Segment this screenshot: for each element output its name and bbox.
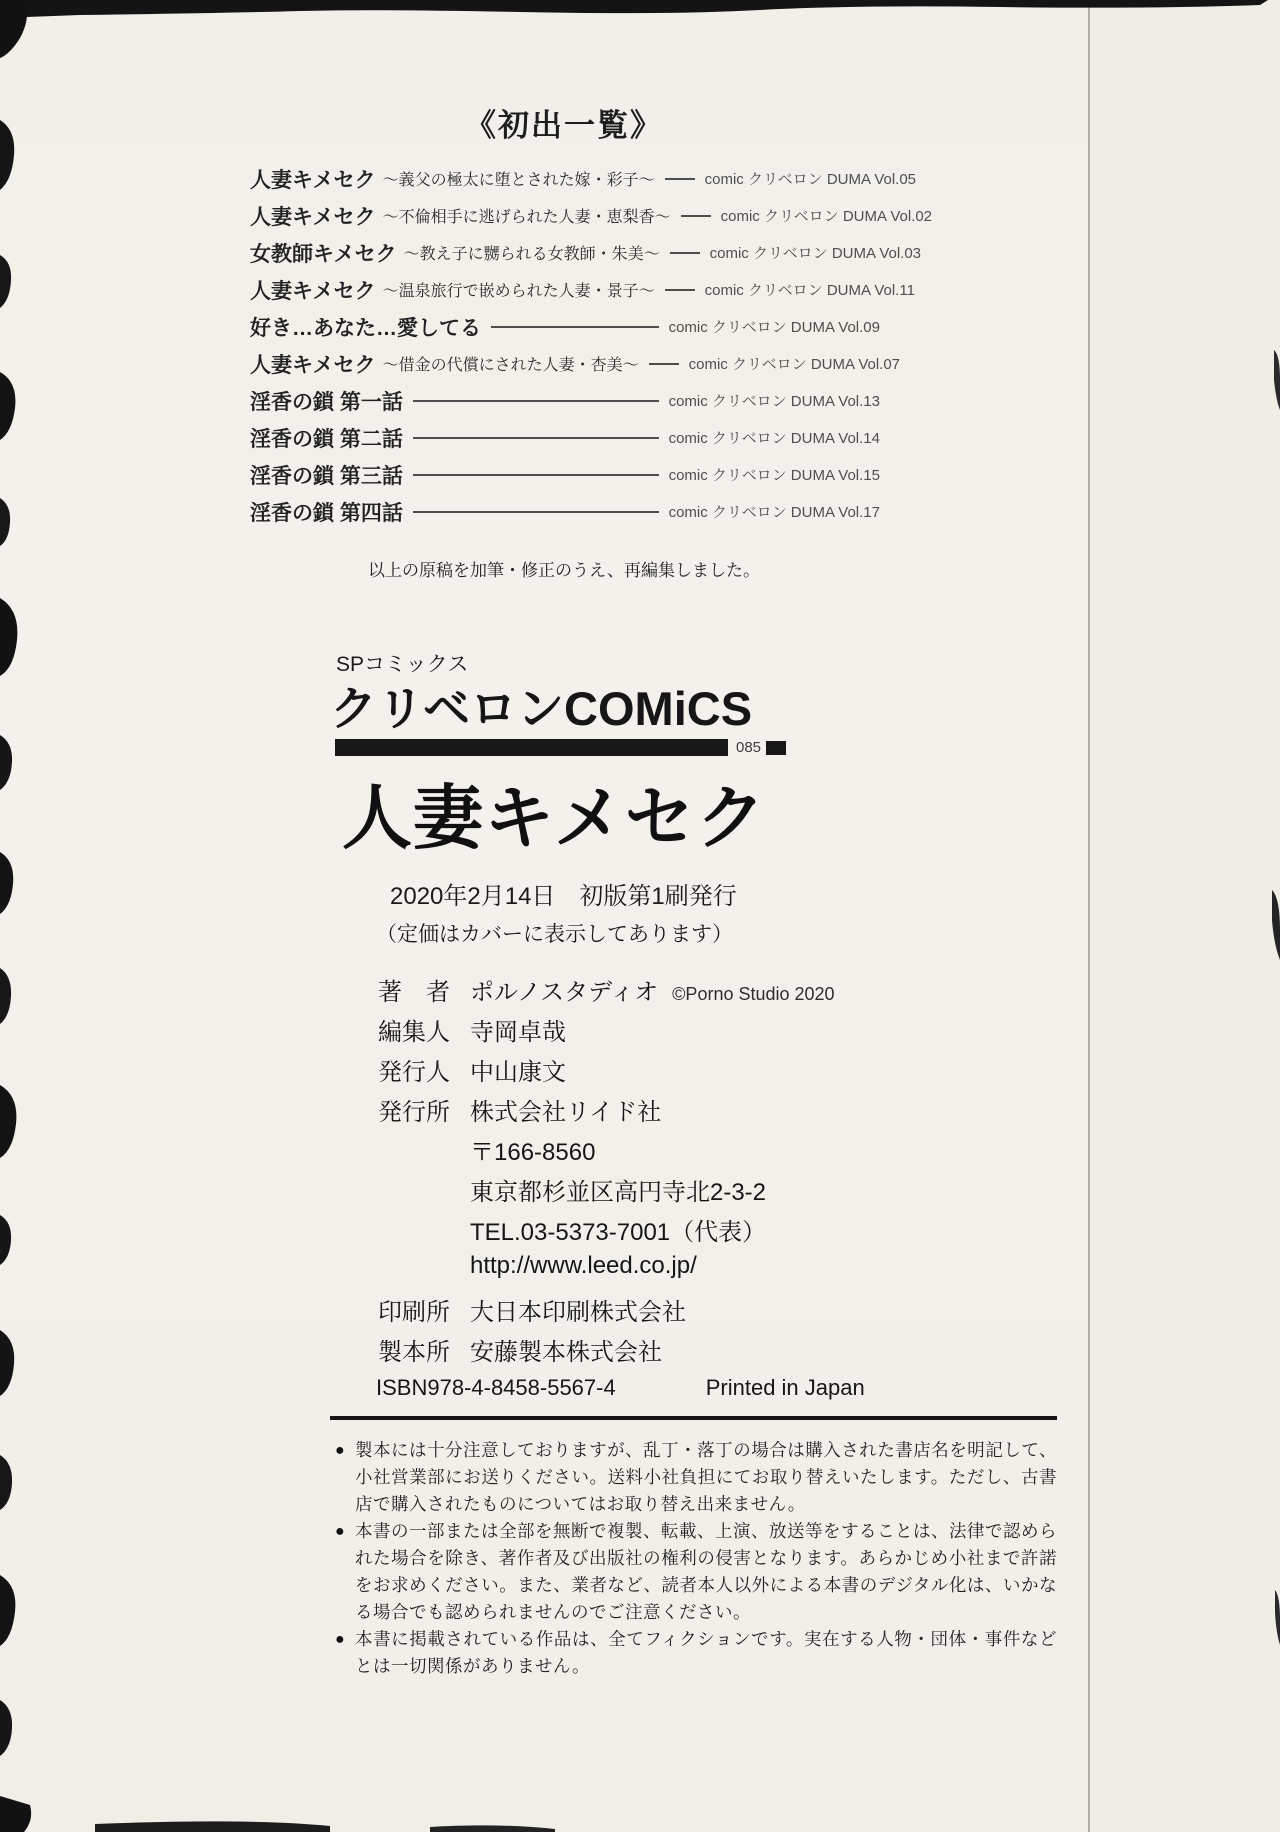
list-item <box>250 197 933 234</box>
bullet-icon: ● <box>335 1523 345 1540</box>
credit-value: ポルノスタディオ <box>470 979 659 1006</box>
notice-defect-returns <box>335 1437 1057 1518</box>
print-date: 2020年2月14日 初版第1刷発行 <box>390 883 737 910</box>
list-item <box>250 456 880 493</box>
list-item <box>250 234 922 271</box>
work-source: comic クリベロン DUMA Vol.11 <box>704 282 915 299</box>
notice-fiction-disclaimer <box>335 1626 1057 1680</box>
work-source: comic クリベロン DUMA Vol.17 <box>668 504 880 521</box>
bullet-icon: ● <box>335 1442 345 1459</box>
leader-line <box>665 289 695 291</box>
credit-value: 大日本印刷株式会社 <box>470 1299 686 1326</box>
credit-value: 株式会社リイド社 <box>470 1099 662 1126</box>
credit-row-printer <box>378 1292 1038 1332</box>
work-subtitle: ～温泉旅行で嵌められた人妻・景子～ <box>382 283 655 300</box>
leader-line <box>413 474 659 476</box>
printed-in-japan: Printed in Japan <box>705 1375 865 1400</box>
website-url: http://www.leed.co.jp/ <box>470 1252 697 1279</box>
isbn-row <box>376 1375 1056 1401</box>
credit-label: 発行所 <box>378 1099 450 1126</box>
list-item <box>250 493 880 530</box>
credit-row-postal-code <box>378 1132 1038 1172</box>
credit-row-publisher-person <box>378 1052 1038 1092</box>
work-title: 女教師キメセク <box>250 242 397 266</box>
imprint-logo: クリベロンCOMiCS <box>330 682 753 735</box>
scan-gutter-line <box>1088 0 1090 1832</box>
work-title: 人妻キメセク <box>250 353 376 377</box>
work-source: comic クリベロン DUMA Vol.07 <box>688 356 901 373</box>
leader-line <box>649 363 679 365</box>
work-title: 人妻キメセク <box>250 168 376 192</box>
leader-line <box>681 215 711 217</box>
list-item <box>250 271 915 308</box>
credit-value: 寺岡卓哉 <box>470 1019 566 1046</box>
list-item <box>250 382 880 419</box>
leader-line <box>413 437 659 439</box>
leader-line <box>665 178 695 180</box>
credit-value: 中山康文 <box>470 1059 566 1086</box>
work-source: comic クリベロン DUMA Vol.05 <box>704 171 917 188</box>
work-title: 人妻キメセク <box>250 205 376 229</box>
credit-row-author <box>378 972 1038 1012</box>
credit-value: 〒166-8560 <box>470 1139 596 1166</box>
credit-row-address <box>378 1172 1038 1212</box>
credit-label: 著 者 <box>378 979 450 1006</box>
copyright-notice: ©Porno Studio 2020 <box>672 984 835 1004</box>
work-source: comic クリベロン DUMA Vol.03 <box>709 245 922 262</box>
work-source: comic クリベロン DUMA Vol.09 <box>668 319 880 336</box>
series-label: SPコミックス <box>336 653 469 676</box>
notice-text: 本書に掲載されている作品は、全てフィクションです。実在する人物・団体・事件などとは一切関係がありません。 <box>355 1629 1057 1676</box>
notice-text: 製本には十分注意しておりますが、乱丁・落丁の場合は購入された書店名を明記して、小社営業部にお送りください。送料小社負担にてお取り替えいたします。ただし、古書店で購入されたものについてはお取り替え出来ません。 <box>355 1440 1057 1514</box>
list-item <box>250 160 917 197</box>
leader-line <box>670 252 700 254</box>
credit-row-website <box>378 1252 1038 1292</box>
work-title: 淫香の鎖 第一話 <box>250 390 403 414</box>
work-title: 人妻キメセク <box>250 279 376 303</box>
work-subtitle: ～借金の代償にされた人妻・杏美～ <box>382 357 639 374</box>
notice-copyright <box>335 1518 1057 1626</box>
work-subtitle: ～義父の極太に堕とされた嫁・彩子～ <box>382 172 655 189</box>
credit-row-editor <box>378 1012 1038 1052</box>
revision-note: 以上の原稿を加筆・修正のうえ、再編集しました。 <box>367 561 761 580</box>
imprint-number: 085 <box>736 739 762 756</box>
credit-label: 編集人 <box>378 1019 450 1046</box>
leader-line <box>491 326 659 328</box>
scan-right-margin <box>1090 0 1280 1832</box>
credit-label: 発行人 <box>378 1059 450 1086</box>
book-title: 人妻キメセク <box>342 779 767 857</box>
list-item <box>250 345 901 382</box>
credit-label: 印刷所 <box>378 1299 450 1326</box>
divider-rule <box>330 1416 1057 1420</box>
credit-row-telephone <box>378 1212 1038 1252</box>
credits-block <box>378 972 1038 1372</box>
imprint-bar-row <box>335 739 786 756</box>
legal-notices <box>335 1437 1057 1680</box>
work-source: comic クリベロン DUMA Vol.13 <box>668 393 880 410</box>
work-source: comic クリベロン DUMA Vol.14 <box>668 430 880 447</box>
work-title: 好き…あなた…愛してる <box>250 316 481 340</box>
list-item <box>250 419 880 456</box>
work-subtitle: ～不倫相手に逃げられた人妻・恵梨香～ <box>382 209 671 226</box>
credit-value: TEL.03-5373-7001（代表） <box>470 1219 767 1246</box>
first-publication-list-title: 《初出一覧》 <box>465 108 663 143</box>
work-title: 淫香の鎖 第二話 <box>250 427 403 451</box>
credit-row-bindery <box>378 1332 1038 1372</box>
leader-line <box>413 400 659 402</box>
price-note: （定価はカバーに表示してあります） <box>376 923 733 946</box>
imprint-square <box>766 741 786 755</box>
work-title: 淫香の鎖 第三話 <box>250 464 403 488</box>
list-item <box>250 308 880 345</box>
bullet-icon: ● <box>335 1631 345 1648</box>
isbn: ISBN978-4-8458-5567-4 <box>376 1375 616 1400</box>
credit-row-publisher <box>378 1092 1038 1132</box>
credit-value: 安藤製本株式会社 <box>470 1339 662 1366</box>
work-source: comic クリベロン DUMA Vol.02 <box>720 208 933 225</box>
credit-value: 東京都杉並区高円寺北2-3-2 <box>470 1179 767 1206</box>
notice-text: 本書の一部または全部を無断で複製、転載、上演、放送等をすることは、法律で認められた場合を除き、著作者及び出版社の権利の侵害となります。あらかじめ小社まで許諾をお求めください。また、業者など、読者本人以外による本書のデジタル化は、いかなる場合でも認められませんのでご注意ください。 <box>355 1521 1057 1622</box>
work-source: comic クリベロン DUMA Vol.15 <box>668 467 880 484</box>
imprint-bar <box>335 739 728 756</box>
work-title: 淫香の鎖 第四話 <box>250 501 403 525</box>
leader-line <box>413 511 659 513</box>
work-subtitle: ～教え子に嬲られる女教師・朱美～ <box>403 246 660 263</box>
first-publication-list <box>250 160 933 530</box>
credit-label: 製本所 <box>378 1339 450 1366</box>
